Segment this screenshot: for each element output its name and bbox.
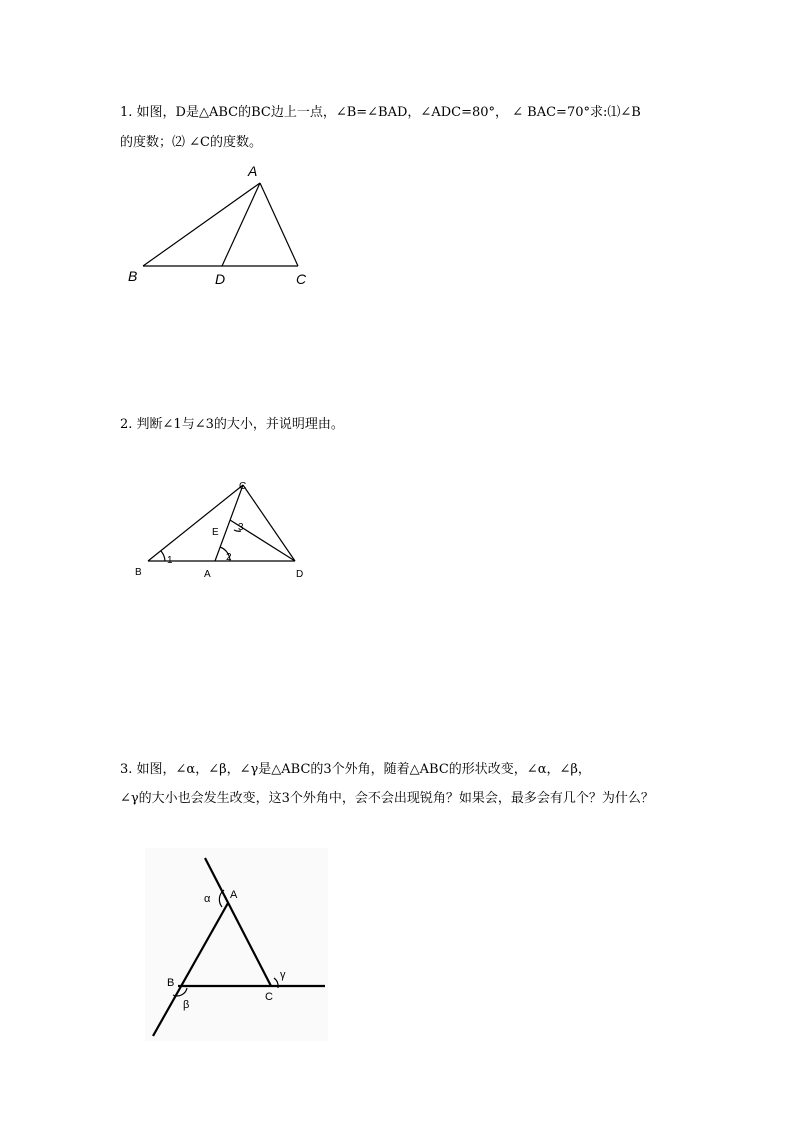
- label-b: B: [135, 567, 142, 578]
- label-c: C: [296, 271, 307, 287]
- question-2: [120, 410, 680, 440]
- segment-cd: [243, 485, 295, 561]
- label-gamma: γ: [280, 969, 286, 981]
- label-d: D: [215, 271, 226, 287]
- label-beta: β: [183, 999, 190, 1011]
- label-e: E: [212, 527, 219, 538]
- segment-ad: [222, 183, 260, 266]
- label-b: B: [128, 268, 138, 284]
- label-1: 1: [167, 555, 173, 566]
- angle-1-arc: [161, 551, 165, 561]
- question-1-line-2: 的度数；⑵ ∠C的度数。: [120, 135, 262, 150]
- segment-ab: [143, 183, 260, 266]
- label-a: A: [230, 889, 238, 901]
- label-c: C: [265, 991, 273, 1003]
- label-a: A: [204, 569, 211, 580]
- label-alpha: α: [204, 893, 211, 905]
- question-2-figure: [130, 475, 320, 585]
- label-b: B: [167, 977, 175, 989]
- question-1-line-1: 1. 如图，D是△ABC的BC边上一点，∠B=∠BAD，∠ADC=80°， ∠ BAC=70°求:⑴∠B: [120, 105, 641, 120]
- label-3: 3: [238, 522, 244, 533]
- label-a: A: [248, 163, 258, 179]
- label-2: 2: [226, 552, 232, 563]
- question-1: [120, 98, 680, 158]
- question-2-line-1: 2. 判断∠1与∠3的大小，并说明理由。: [120, 417, 344, 432]
- segment-ac: [260, 183, 298, 266]
- figure-background: [145, 848, 328, 1041]
- question-3-line-1: 3. 如图，∠α，∠β，∠γ是△ABC的3个外角，随着△ABC的形状改变，∠α，∠β，: [120, 762, 591, 777]
- label-d: D: [296, 569, 304, 580]
- question-3: [120, 755, 680, 813]
- label-c: C: [239, 481, 247, 492]
- question-1-figure: [110, 158, 340, 293]
- question-3-line-2: ∠γ的大小也会发生改变，这3个外角中，会不会出现锐角？如果会，最多会有几个？为什么？: [120, 791, 654, 806]
- question-3-figure: [145, 848, 330, 1043]
